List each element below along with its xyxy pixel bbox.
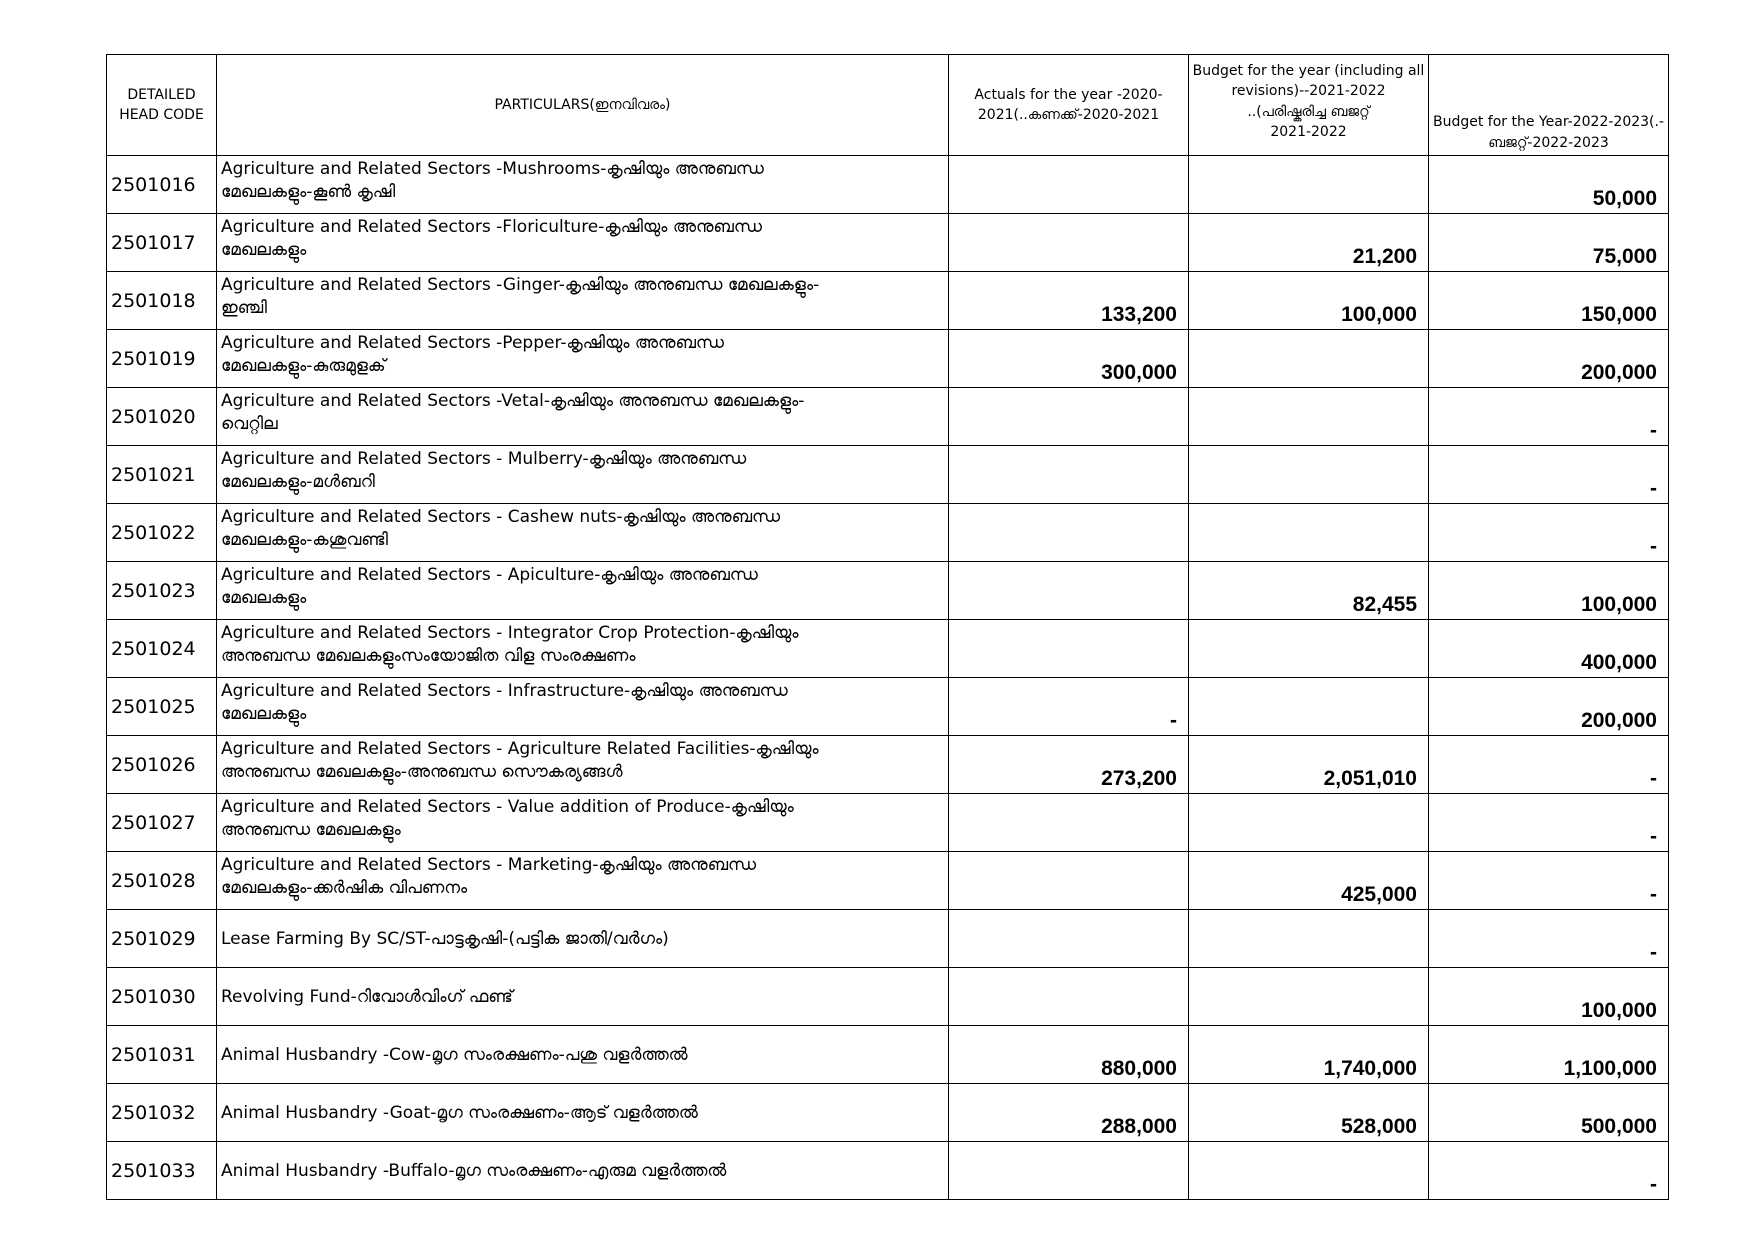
- header-budget-current: Budget for the year (including all revisions)--2021-2022 ..(പരിഷ്കരിച്ച ബജറ്റ് 2021-2022: [1189, 55, 1429, 156]
- row-particulars: Animal Husbandry -Goat-മൃഗ സംരക്ഷണം-ആട് വളർത്തൽ: [217, 1084, 949, 1142]
- table-row: [107, 1142, 1669, 1200]
- row-code: 2501033: [107, 1142, 217, 1200]
- row-budget-next: 500,000: [1429, 1084, 1669, 1142]
- row-code: 2501022: [107, 504, 217, 562]
- table-row: [107, 736, 1669, 794]
- row-actuals: [949, 968, 1189, 1026]
- row-budget-current: [1189, 156, 1429, 214]
- row-code: 2501032: [107, 1084, 217, 1142]
- row-budget-next: 50,000: [1429, 156, 1669, 214]
- row-code: 2501021: [107, 446, 217, 504]
- table-row: [107, 562, 1669, 620]
- row-particulars: Agriculture and Related Sectors -Vetal-കൃഷിയും അനുബന്ധ മേഖലകളും- വെറ്റില: [217, 388, 949, 446]
- row-budget-current: 425,000: [1189, 852, 1429, 910]
- row-actuals: 880,000: [949, 1026, 1189, 1084]
- row-budget-current: 528,000: [1189, 1084, 1429, 1142]
- row-code: 2501025: [107, 678, 217, 736]
- row-budget-next: -: [1429, 852, 1669, 910]
- table-row: [107, 156, 1669, 214]
- row-code: 2501030: [107, 968, 217, 1026]
- row-budget-current: 100,000: [1189, 272, 1429, 330]
- row-actuals: [949, 446, 1189, 504]
- row-budget-current: [1189, 794, 1429, 852]
- row-particulars: Agriculture and Related Sectors - Integrator Crop Protection-കൃഷിയും അനുബന്ധ മേഖലകളുംസംയോജിത വിള സംരക്ഷണം: [217, 620, 949, 678]
- row-budget-current: [1189, 446, 1429, 504]
- row-particulars: Agriculture and Related Sectors - Apiculture-കൃഷിയും അനുബന്ധ മേഖലകളും: [217, 562, 949, 620]
- row-actuals: 273,200: [949, 736, 1189, 794]
- table-row: [107, 852, 1669, 910]
- row-budget-current: 82,455: [1189, 562, 1429, 620]
- header-actuals: Actuals for the year -2020- 2021(..കണക്ക്-2020-2021: [949, 55, 1189, 156]
- row-code: 2501020: [107, 388, 217, 446]
- row-actuals: -: [949, 678, 1189, 736]
- table-row: [107, 1084, 1669, 1142]
- row-particulars: Agriculture and Related Sectors -Mushrooms-കൃഷിയും അനുബന്ധ മേഖലകളും-കൂൺ കൃഷി: [217, 156, 949, 214]
- row-budget-next: 150,000: [1429, 272, 1669, 330]
- row-particulars: Revolving Fund-റിവോൾവിംഗ് ഫണ്ട്: [217, 968, 949, 1026]
- row-budget-next: -: [1429, 910, 1669, 968]
- row-budget-next: 400,000: [1429, 620, 1669, 678]
- row-budget-next: -: [1429, 504, 1669, 562]
- row-budget-next: -: [1429, 736, 1669, 794]
- table-row: [107, 504, 1669, 562]
- table-row: [107, 678, 1669, 736]
- header-code: DETAILED HEAD CODE: [107, 55, 217, 156]
- row-code: 2501017: [107, 214, 217, 272]
- row-budget-current: [1189, 620, 1429, 678]
- row-actuals: [949, 620, 1189, 678]
- table-row: [107, 446, 1669, 504]
- row-budget-next: 100,000: [1429, 968, 1669, 1026]
- row-code: 2501016: [107, 156, 217, 214]
- row-budget-next: -: [1429, 1142, 1669, 1200]
- row-actuals: 133,200: [949, 272, 1189, 330]
- table-row: [107, 388, 1669, 446]
- row-budget-current: [1189, 968, 1429, 1026]
- row-budget-next: -: [1429, 446, 1669, 504]
- row-code: 2501024: [107, 620, 217, 678]
- table-row: [107, 620, 1669, 678]
- row-budget-current: 21,200: [1189, 214, 1429, 272]
- row-budget-next: 75,000: [1429, 214, 1669, 272]
- row-actuals: [949, 1142, 1189, 1200]
- budget-table-container: [106, 54, 1668, 1200]
- row-code: 2501019: [107, 330, 217, 388]
- row-budget-next: -: [1429, 388, 1669, 446]
- row-actuals: 288,000: [949, 1084, 1189, 1142]
- row-code: 2501018: [107, 272, 217, 330]
- row-particulars: Agriculture and Related Sectors - Mulberry-കൃഷിയും അനുബന്ധ മേഖലകളും-മൾബറി: [217, 446, 949, 504]
- row-budget-current: 1,740,000: [1189, 1026, 1429, 1084]
- row-budget-next: 1,100,000: [1429, 1026, 1669, 1084]
- table-row: [107, 794, 1669, 852]
- row-budget-current: [1189, 1142, 1429, 1200]
- table-row: [107, 272, 1669, 330]
- row-particulars: Animal Husbandry -Cow-മൃഗ സംരക്ഷണം-പശു വളർത്തൽ: [217, 1026, 949, 1084]
- row-code: 2501031: [107, 1026, 217, 1084]
- row-budget-next: 200,000: [1429, 330, 1669, 388]
- row-budget-current: [1189, 678, 1429, 736]
- row-code: 2501023: [107, 562, 217, 620]
- row-particulars: Agriculture and Related Sectors -Pepper-കൃഷിയും അനുബന്ധ മേഖലകളും-കുരുമുളക്: [217, 330, 949, 388]
- row-particulars: Agriculture and Related Sectors - Marketing-കൃഷിയും അനുബന്ധ മേഖലകളും-ക്കർഷിക വിപണനം: [217, 852, 949, 910]
- row-budget-next: 200,000: [1429, 678, 1669, 736]
- table-row: [107, 968, 1669, 1026]
- row-budget-current: [1189, 330, 1429, 388]
- row-code: 2501027: [107, 794, 217, 852]
- row-particulars: Agriculture and Related Sectors -Ginger-കൃഷിയും അനുബന്ധ മേഖലകളും- ഇഞ്ചി: [217, 272, 949, 330]
- header-budget-next: Budget for the Year-2022-2023(.- ബജറ്റ്-2022-2023: [1429, 55, 1669, 156]
- row-actuals: [949, 388, 1189, 446]
- table-row: [107, 214, 1669, 272]
- row-actuals: [949, 852, 1189, 910]
- row-actuals: [949, 214, 1189, 272]
- row-budget-current: 2,051,010: [1189, 736, 1429, 794]
- row-actuals: [949, 504, 1189, 562]
- row-particulars: Agriculture and Related Sectors -Floriculture-കൃഷിയും അനുബന്ധ മേഖലകളും: [217, 214, 949, 272]
- header-particulars: PARTICULARS(ഇനവിവരം): [217, 55, 949, 156]
- row-code: 2501029: [107, 910, 217, 968]
- row-budget-next: -: [1429, 794, 1669, 852]
- row-particulars: Agriculture and Related Sectors - Value addition of Produce-കൃഷിയും അനുബന്ധ മേഖലകളും: [217, 794, 949, 852]
- header-row: [107, 55, 1669, 156]
- row-actuals: [949, 910, 1189, 968]
- row-actuals: [949, 794, 1189, 852]
- row-particulars: Lease Farming By SC/ST-പാട്ടകൃഷി-(പട്ടിക ജാതി/വർഗം): [217, 910, 949, 968]
- row-particulars: Agriculture and Related Sectors - Agriculture Related Facilities-കൃഷിയും അനുബന്ധ മേഖലകളും-അനുബന്ധ സൌകര്യങ്ങൾ: [217, 736, 949, 794]
- row-actuals: [949, 156, 1189, 214]
- table-row: [107, 330, 1669, 388]
- row-particulars: Agriculture and Related Sectors - Infrastructure-കൃഷിയും അനുബന്ധ മേഖലകളും: [217, 678, 949, 736]
- row-actuals: [949, 562, 1189, 620]
- table-row: [107, 910, 1669, 968]
- budget-table: [106, 54, 1669, 1200]
- row-budget-next: 100,000: [1429, 562, 1669, 620]
- table-row: [107, 1026, 1669, 1084]
- row-budget-current: [1189, 504, 1429, 562]
- row-code: 2501028: [107, 852, 217, 910]
- row-actuals: 300,000: [949, 330, 1189, 388]
- row-budget-current: [1189, 388, 1429, 446]
- row-code: 2501026: [107, 736, 217, 794]
- row-particulars: Agriculture and Related Sectors - Cashew nuts-കൃഷിയും അനുബന്ധ മേഖലകളും-കശുവണ്ടി: [217, 504, 949, 562]
- row-budget-current: [1189, 910, 1429, 968]
- row-particulars: Animal Husbandry -Buffalo-മൃഗ സംരക്ഷണം-എരുമ വളർത്തൽ: [217, 1142, 949, 1200]
